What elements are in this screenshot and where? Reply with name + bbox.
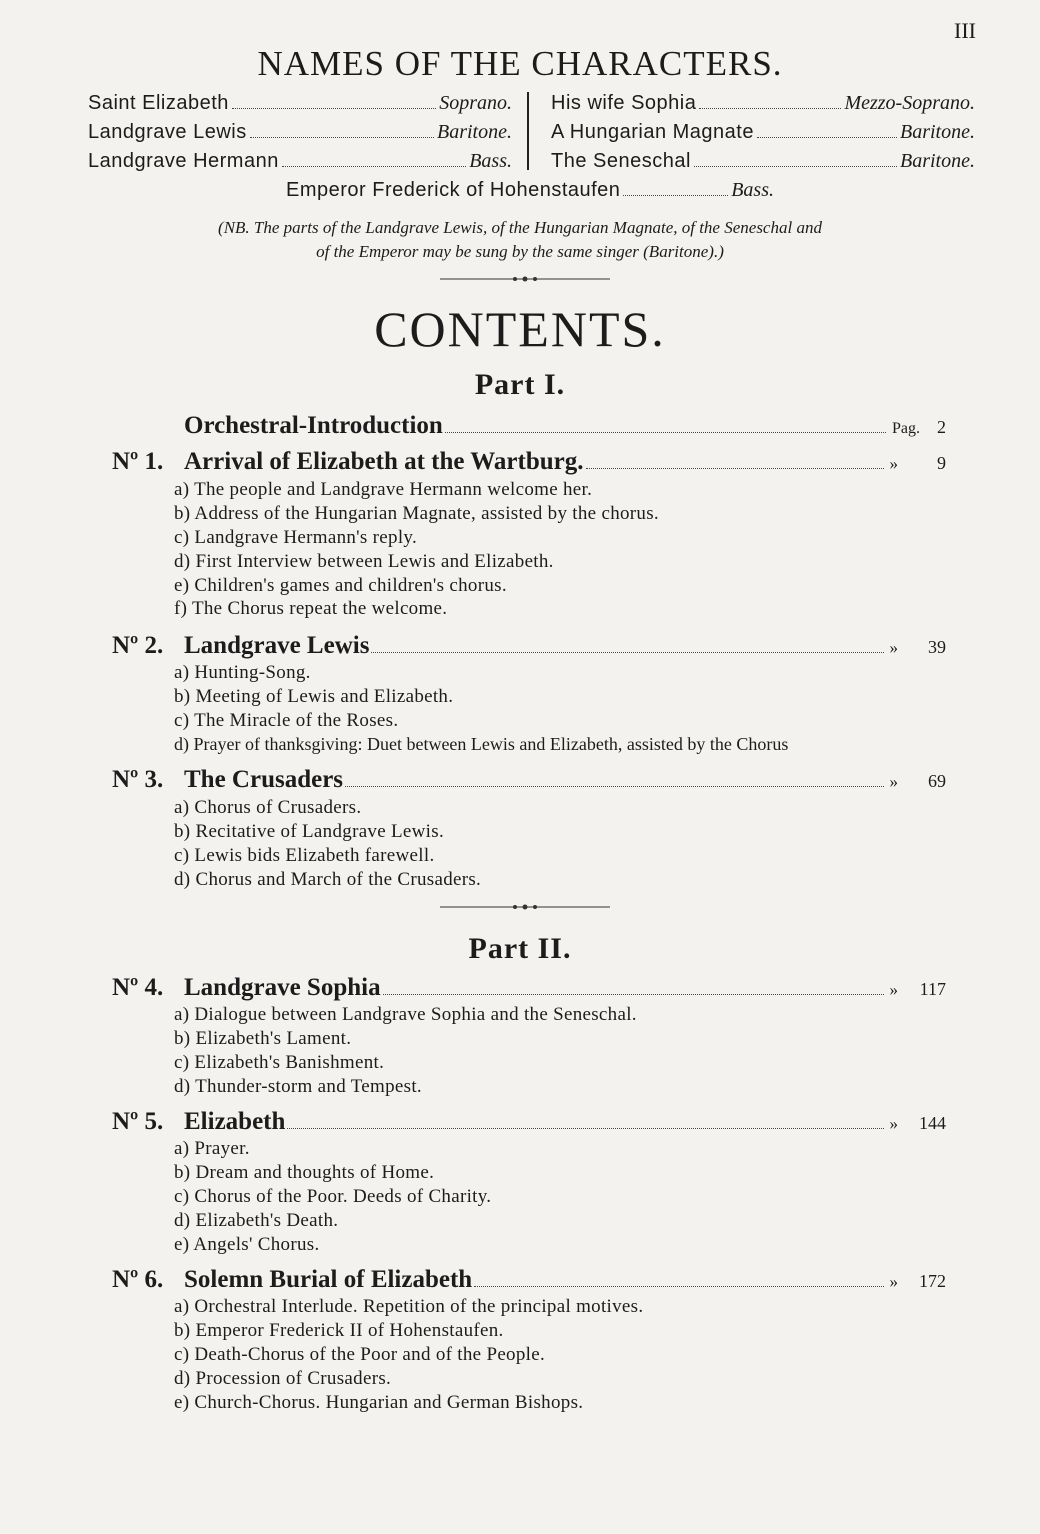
leader-dots <box>250 137 434 138</box>
entry-title: Landgrave Sophia <box>184 974 381 1001</box>
entry-title: Orchestral-Introduction <box>184 412 443 439</box>
leader-dots <box>623 195 728 196</box>
cast-row <box>551 92 975 115</box>
page-ref: 144 <box>919 1113 946 1133</box>
entry-title: Arrival of Elizabeth at the Wartburg. <box>184 448 584 475</box>
character-name: A Hungarian Magnate <box>551 121 754 143</box>
entry-number: Nº 1. <box>112 448 164 475</box>
cast-row-emperor <box>286 179 774 202</box>
list-item: d) First Interview between Lewis and Elizabeth. <box>174 551 554 572</box>
entry-title: Landgrave Lewis <box>184 632 370 659</box>
ditto-mark: » <box>889 1272 898 1291</box>
entry-title: Solemn Burial of Elizabeth <box>184 1266 473 1293</box>
list-item: a) Chorus of Crusaders. <box>174 797 362 818</box>
voice-type: Mezzo-Soprano. <box>844 92 975 114</box>
list-item: f) The Chorus repeat the welcome. <box>174 598 448 619</box>
entry-number: Nº 6. <box>112 1266 164 1293</box>
leader-dots <box>345 786 883 787</box>
voice-type: Bass. <box>469 150 512 172</box>
entry-title: Elizabeth <box>184 1108 286 1135</box>
note-line: of the Emperor may be sung by the same singer (Baritone).) <box>316 242 724 261</box>
cast-row <box>551 121 975 144</box>
list-item: d) Procession of Crusaders. <box>174 1368 392 1389</box>
list-item: c) Elizabeth's Banishment. <box>174 1052 385 1073</box>
leader-dots <box>383 994 884 995</box>
page-ref: 39 <box>928 637 946 657</box>
page-ref: 2 <box>937 417 946 437</box>
leader-dots <box>371 652 883 653</box>
voice-type: Baritone. <box>900 121 975 143</box>
entry-number: Nº 5. <box>112 1108 164 1135</box>
contents-entry <box>112 1266 946 1294</box>
list-item: e) Angels' Chorus. <box>174 1234 320 1255</box>
list-item: a) Hunting-Song. <box>174 662 311 683</box>
ditto-mark: » <box>889 638 898 657</box>
note-line: (NB. The parts of the Landgrave Lewis, of the Hungarian Magnate, of the Seneschal and <box>218 218 822 237</box>
contents-entry <box>112 766 946 794</box>
list-item: a) The people and Landgrave Hermann welcome her. <box>174 479 593 500</box>
list-item: c) Landgrave Hermann's reply. <box>174 527 418 548</box>
cast-row <box>551 150 975 173</box>
page-ref: 117 <box>919 979 946 999</box>
ditto-mark: » <box>889 1114 898 1133</box>
list-item: a) Dialogue between Landgrave Sophia and the Seneschal. <box>174 1004 637 1025</box>
voice-type: Baritone. <box>437 121 512 143</box>
characters-heading: NAMES OF THE CHARACTERS. <box>257 44 783 83</box>
list-item: b) Address of the Hungarian Magnate, assisted by the chorus. <box>174 503 659 524</box>
list-item: d) Prayer of thanksgiving: Duet between Lewis and Elizabeth, assisted by the Chorus <box>174 734 789 754</box>
voice-type: Soprano. <box>439 92 512 114</box>
list-item: c) Chorus of the Poor. Deeds of Charity. <box>174 1186 492 1207</box>
entry-number: Nº 3. <box>112 766 164 793</box>
contents-entry <box>112 632 946 660</box>
list-item: a) Orchestral Interlude. Repetition of the principal motives. <box>174 1296 644 1317</box>
character-name: His wife Sophia <box>551 92 697 114</box>
leader-dots <box>282 166 466 167</box>
contents-entry <box>112 1108 946 1136</box>
ditto-mark: » <box>889 980 898 999</box>
leader-dots <box>694 166 897 167</box>
list-item: c) Death-Chorus of the Poor and of the People. <box>174 1344 546 1365</box>
leader-dots <box>757 137 897 138</box>
column-divider <box>527 92 529 170</box>
ornament-divider <box>440 274 610 284</box>
list-item: e) Children's games and children's chorus. <box>174 575 507 596</box>
leader-dots <box>474 1286 883 1287</box>
leader-dots <box>287 1128 883 1129</box>
voice-type: Baritone. <box>900 150 975 172</box>
contents-entry <box>112 974 946 1002</box>
cast-row <box>88 92 512 115</box>
list-item: d) Chorus and March of the Crusaders. <box>174 869 482 890</box>
page-ref: 69 <box>928 771 946 791</box>
list-item: c) The Miracle of the Roses. <box>174 710 399 731</box>
page-label: Pag. <box>892 420 920 437</box>
voice-type: Bass. <box>731 179 774 201</box>
leader-dots <box>699 108 841 109</box>
list-item: b) Recitative of Landgrave Lewis. <box>174 821 444 842</box>
list-item: b) Emperor Frederick II of Hohenstaufen. <box>174 1320 504 1341</box>
leader-dots <box>232 108 436 109</box>
leader-dots <box>586 468 884 469</box>
character-name: The Seneschal <box>551 150 691 172</box>
ditto-mark: » <box>889 454 898 473</box>
character-name: Landgrave Hermann <box>88 150 279 172</box>
entry-title: The Crusaders <box>184 766 344 793</box>
list-item: b) Meeting of Lewis and Elizabeth. <box>174 686 454 707</box>
list-item: c) Lewis bids Elizabeth farewell. <box>174 845 435 866</box>
contents-entry <box>112 448 946 476</box>
part-one-heading: Part I. <box>474 368 566 401</box>
ornament-divider <box>440 902 610 912</box>
entry-number: Nº 4. <box>112 974 164 1001</box>
list-item: b) Dream and thoughts of Home. <box>174 1162 435 1183</box>
list-item: b) Elizabeth's Lament. <box>174 1028 352 1049</box>
character-name: Landgrave Lewis <box>88 121 247 143</box>
intro-entry <box>184 412 946 440</box>
page-number: III <box>954 18 976 43</box>
ditto-mark: » <box>889 772 898 791</box>
list-item: d) Elizabeth's Death. <box>174 1210 339 1231</box>
cast-row <box>88 121 512 144</box>
character-name: Saint Elizabeth <box>88 92 229 114</box>
page-ref: 9 <box>937 453 946 473</box>
list-item: a) Prayer. <box>174 1138 250 1159</box>
character-name: Emperor Frederick of Hohenstaufen <box>286 179 621 201</box>
cast-row <box>88 150 512 173</box>
leader-dots <box>445 432 886 433</box>
part-two-heading: Part II. <box>468 932 572 965</box>
list-item: d) Thunder-storm and Tempest. <box>174 1076 422 1097</box>
contents-heading: CONTENTS. <box>374 301 666 357</box>
page-ref: 172 <box>919 1271 946 1291</box>
entry-number: Nº 2. <box>112 632 164 659</box>
list-item: e) Church-Chorus. Hungarian and German Bishops. <box>174 1392 584 1413</box>
